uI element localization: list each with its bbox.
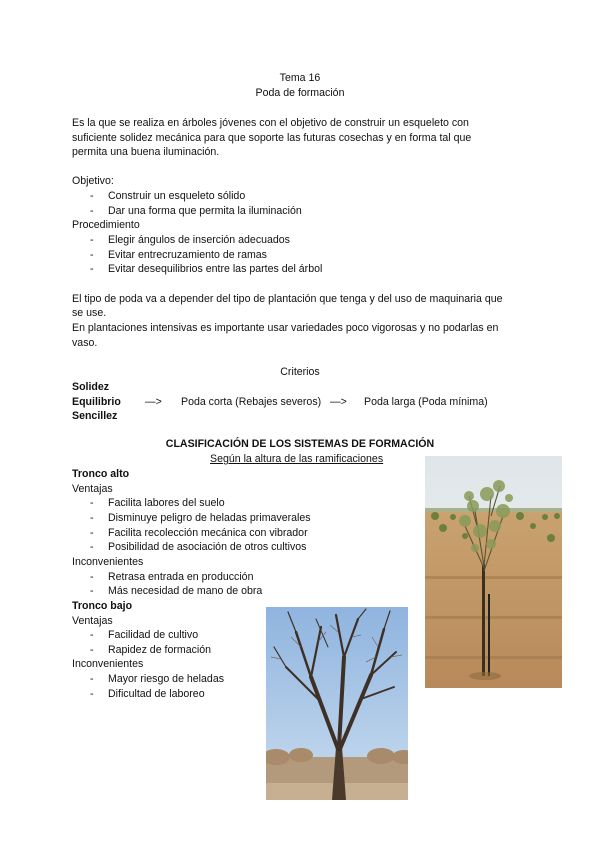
list-item: - Más necesidad de mano de obra [90, 585, 263, 597]
paragraph-line: se use. [72, 307, 107, 319]
long-pruning: Poda larga (Poda mínima) [364, 396, 488, 408]
criterion-sencillez: Sencillez [72, 410, 118, 422]
page-title: Poda de formación [255, 87, 345, 99]
list-item: - Facilidad de cultivo [90, 629, 199, 641]
paragraph-line: vaso. [72, 337, 98, 349]
list-item: - Dificultad de laboreo [90, 688, 205, 700]
list-item: - Disminuye peligro de heladas primaverales [90, 512, 311, 524]
list-item: - Facilita labores del suelo [90, 497, 225, 509]
paragraph-line: En plantaciones intensivas es importante usar variedades poco vigorosas y no podarlas en [72, 322, 499, 334]
short-pruning: Poda corta (Rebajes severos) [181, 396, 322, 408]
list-item: - Elegir ángulos de inserción adecuados [90, 234, 290, 246]
criterion-solidez: Solidez [72, 381, 110, 393]
list-item: - Rapidez de formación [90, 644, 212, 656]
list-item: - Posibilidad de asociación de otros cultivos [90, 541, 307, 553]
list-item: - Construir un esqueleto sólido [90, 190, 246, 202]
list-item: - Mayor riesgo de heladas [90, 673, 225, 685]
list-item: - Retrasa entrada en producción [90, 571, 254, 583]
high-trunk-tree-photo [425, 456, 562, 688]
high-trunk-title: Tronco alto [72, 468, 130, 480]
high-trunk-adv-label: Ventajas [72, 483, 113, 495]
low-trunk-adv-label: Ventajas [72, 615, 113, 627]
objective-label: Objetivo: [72, 175, 114, 187]
intro-paragraph: Es la que se realiza en árboles jóvenes con el objetivo de construir un esqueleto con suficiente solidez mecánica para que soporte las futuras cosechas y en forma tal que permita una buena iluminación. [72, 117, 472, 159]
arrow: —> [145, 396, 162, 408]
criterion-equilibrio: Equilibrio [72, 396, 121, 408]
procedure-label: Procedimiento [72, 219, 140, 231]
low-trunk-dis-label: Inconvenientes [72, 658, 144, 670]
paragraph-line: El tipo de poda va a depender del tipo de plantación que tenga y del uso de maquinaria que [72, 293, 503, 305]
section-title: CLASIFICACIÓN DE LOS SISTEMAS DE FORMACIÓN [165, 438, 435, 450]
high-trunk-dis-label: Inconvenientes [72, 556, 144, 568]
list-item: - Evitar entrecruzamiento de ramas [90, 249, 267, 261]
low-trunk-tree-photo [266, 607, 408, 800]
list-item: - Facilita recolección mecánica con vibrador [90, 527, 308, 539]
topic-number: Tema 16 [279, 72, 321, 84]
list-item: - Evitar desequilibrios entre las partes del árbol [90, 263, 323, 275]
low-trunk-title: Tronco bajo [72, 600, 133, 612]
arrow: —> [330, 396, 347, 408]
section-subtitle: Según la altura de las ramificaciones [210, 453, 384, 465]
list-item: - Dar una forma que permita la iluminación [90, 205, 302, 217]
criteria-heading: Criterios [280, 366, 320, 378]
